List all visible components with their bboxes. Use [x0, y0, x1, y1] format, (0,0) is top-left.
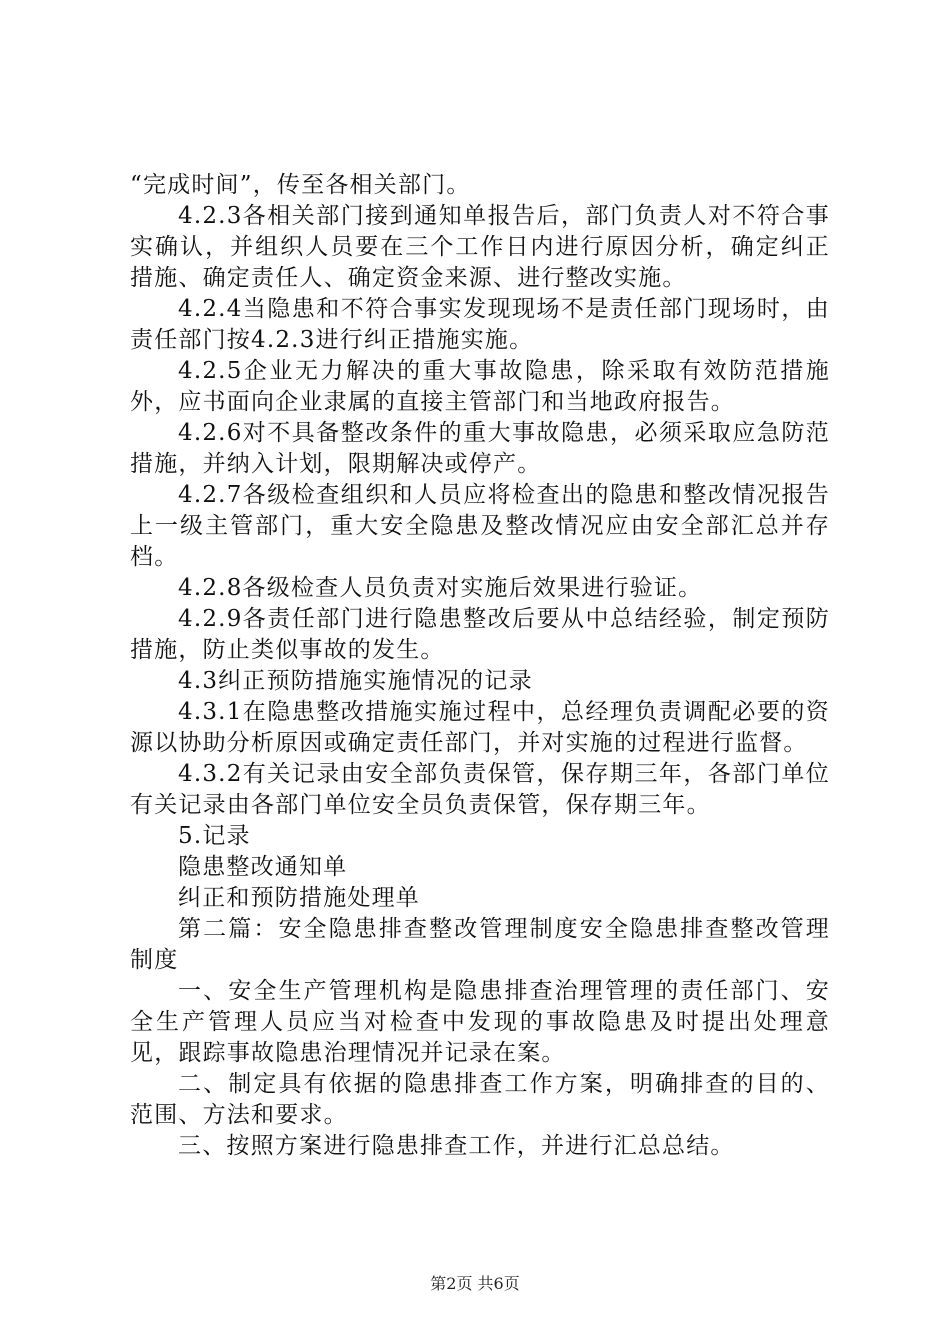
- list-item: 纠正和预防措施处理单: [178, 885, 420, 911]
- paragraph: 4.2.4当隐患和不符合事实发现现场不是责任部门现场时，由责任部门按4.2.3进行纠正措施实施。: [130, 296, 830, 353]
- paragraph: 三、按照方案进行隐患排查工作，并进行汇总总结。: [178, 1133, 735, 1159]
- paragraph: 4.2.3各相关部门接到通知单报告后，部门负责人对不符合事实确认，并组织人员要在三个工作日内进行原因分析，确定纠正措施、确定责任人、确定资金来源、进行整改实施。: [130, 203, 830, 291]
- paragraph: 4.2.5企业无力解决的重大事故隐患，除采取有效防范措施外，应书面向企业隶属的直接主管部门和当地政府报告。: [130, 358, 830, 415]
- paragraph: 4.2.9各责任部门进行隐患整改后要从中总结经验，制定预防措施，防止类似事故的发生。: [130, 606, 830, 663]
- paragraph: 二、制定具有依据的隐患排查工作方案，明确排查的目的、范围、方法和要求。: [130, 1071, 830, 1128]
- chapter-heading: 第二篇：安全隐患排查整改管理制度安全隐患排查整改管理制度: [130, 916, 830, 973]
- paragraph: 一、安全生产管理机构是隐患排查治理管理的责任部门、安全生产管理人员应当对检查中发现的事故隐患及时提出处理意见，跟踪事故隐患治理情况并记录在案。: [130, 978, 830, 1066]
- section-heading: 4.3纠正预防措施实施情况的记录: [178, 668, 533, 694]
- document-body: [130, 170, 830, 1162]
- list-item: 隐患整改通知单: [178, 854, 348, 880]
- paragraph: 4.2.7各级检查组织和人员应将检查出的隐患和整改情况报告上一级主管部门，重大安全隐患及整改情况应由安全部汇总并存档。: [130, 482, 830, 570]
- paragraph: 4.3.2有关记录由安全部负责保管，保存期三年，各部门单位有关记录由各部门单位安全员负责保管，保存期三年。: [130, 761, 830, 818]
- paragraph: 4.2.8各级检查人员负责对实施后效果进行验证。: [178, 575, 703, 601]
- page-number-footer: 第2页 共6页: [430, 1274, 520, 1293]
- paragraph: “完成时间”，传至各相关部门。: [130, 172, 471, 198]
- section-heading: 5.记录: [178, 823, 251, 849]
- paragraph: 4.3.1在隐患整改措施实施过程中，总经理负责调配必要的资源以协助分析原因或确定责任部门，并对实施的过程进行监督。: [130, 699, 830, 756]
- paragraph: 4.2.6对不具备整改条件的重大事故隐患，必须采取应急防范措施，并纳入计划，限期解决或停产。: [130, 420, 830, 477]
